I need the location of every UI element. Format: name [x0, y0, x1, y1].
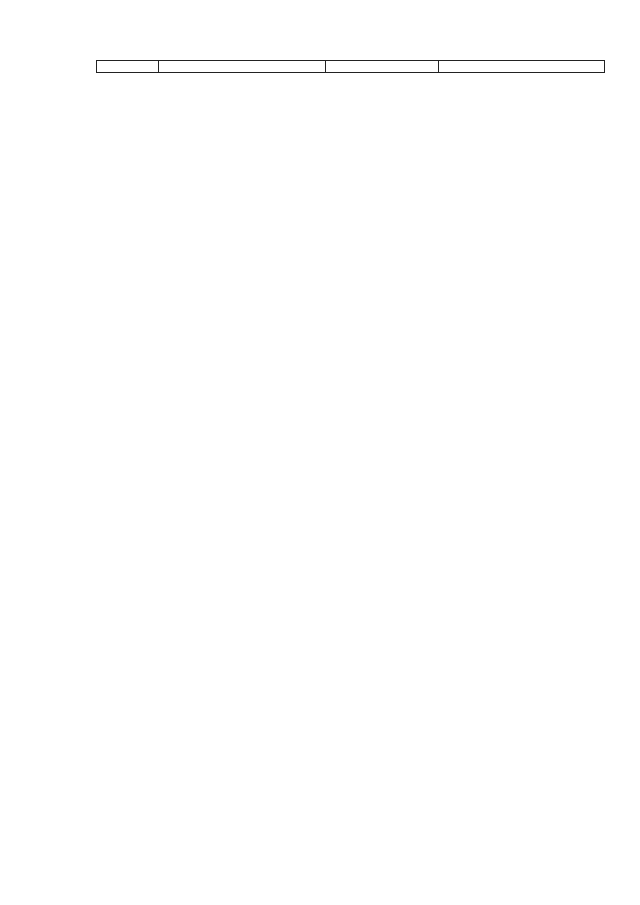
header-col-3: [326, 61, 439, 73]
header-col-1: [97, 61, 159, 73]
drug-table: [96, 60, 605, 73]
header-row: [97, 61, 605, 73]
header-col-2: [159, 61, 326, 73]
header-col-4: [439, 61, 605, 73]
